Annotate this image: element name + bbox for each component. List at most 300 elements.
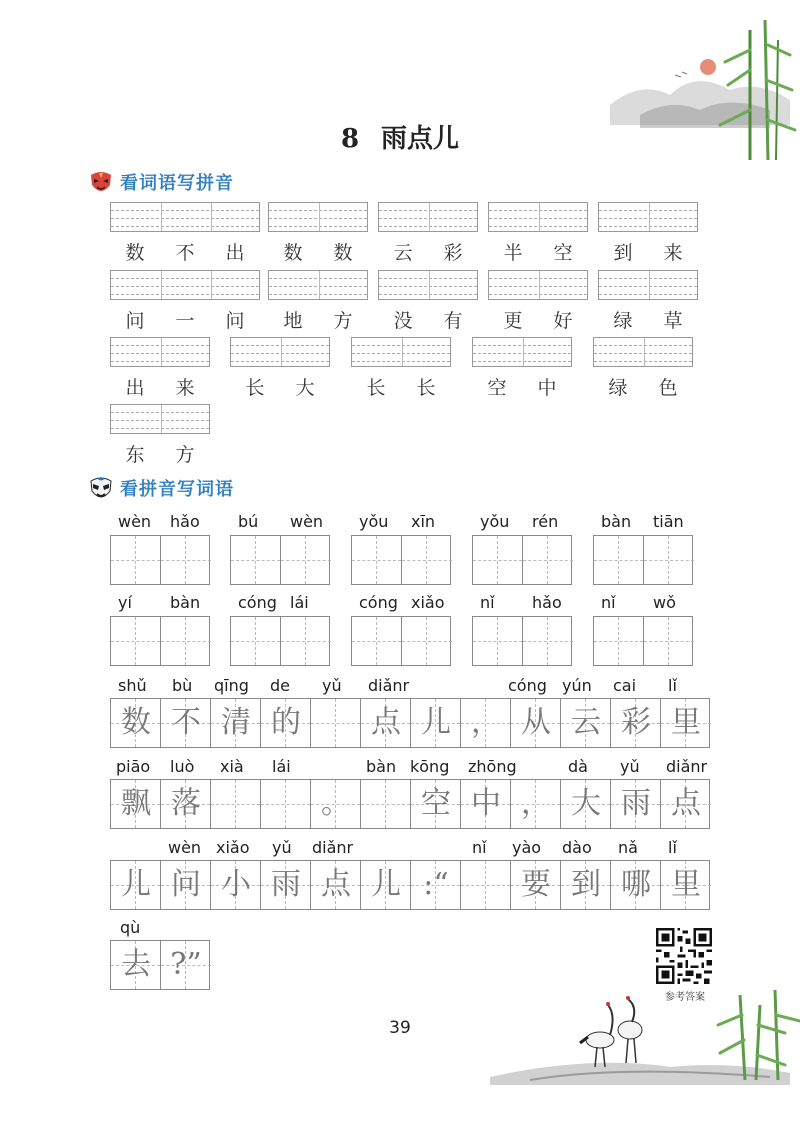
pinyin-guide-line	[269, 278, 367, 279]
hanzi-char: 一	[175, 310, 195, 332]
cell-char: 不	[171, 705, 201, 740]
cell-guide-h	[231, 641, 280, 642]
pinyin-guide-line	[111, 345, 209, 346]
syllable-divider	[523, 338, 524, 366]
tianzige-cell[interactable]	[361, 861, 411, 909]
tianzige-cell[interactable]	[231, 536, 281, 584]
pinyin-guide-line	[599, 278, 697, 279]
hanzi-char: 中	[537, 377, 557, 399]
pinyin-syllable: diǎnr	[666, 757, 708, 776]
tianzige-grid[interactable]	[351, 535, 451, 585]
tianzige-cell[interactable]	[561, 861, 611, 909]
cell-char: 大	[571, 786, 601, 821]
syllable-divider	[161, 203, 162, 231]
hanzi-char: 草	[663, 310, 683, 332]
cell-char: 小	[221, 867, 251, 902]
pinyin-guide-line	[111, 428, 209, 429]
section-label: 看词语写拼音	[120, 173, 234, 194]
tianzige-cell[interactable]	[161, 536, 211, 584]
pinyin-guide-line	[379, 278, 477, 279]
hanzi-char: 方	[333, 310, 353, 332]
cell-char: 点	[321, 867, 351, 902]
syllable-divider	[161, 271, 162, 299]
cell-char	[361, 780, 411, 828]
tianzige-cell[interactable]	[111, 861, 161, 909]
pinyin-guide-line	[111, 210, 259, 211]
hanzi-char: 云	[393, 242, 413, 264]
tianzige-cell[interactable]	[261, 780, 311, 828]
pinyin-guide-line	[269, 218, 367, 219]
tianzige-cell[interactable]	[111, 941, 161, 989]
cell-guide-h	[352, 560, 401, 561]
cell-char: 彩	[621, 705, 651, 740]
hanzi-char: 问	[225, 310, 245, 332]
cell-guide-h	[352, 641, 401, 642]
pinyin-syllable: de	[270, 676, 290, 695]
tianzige-cell[interactable]	[281, 536, 331, 584]
pinyin-syllable: dà	[568, 757, 588, 776]
tianzige-cell[interactable]	[611, 780, 661, 828]
cell-guide-h	[281, 641, 331, 642]
cell-guide-h	[402, 560, 452, 561]
pinyin-syllable: nǎ	[618, 838, 638, 857]
cranes-illustration	[470, 985, 800, 1085]
cell-char	[261, 780, 311, 828]
cell-guide-h	[594, 641, 643, 642]
tianzige-cell[interactable]	[311, 861, 361, 909]
qr-caption: 参考答案	[665, 992, 705, 1003]
pinyin-guide-line	[594, 345, 692, 346]
tianzige-cell[interactable]	[611, 699, 661, 747]
syllable-divider	[319, 203, 320, 231]
tianzige-cell[interactable]	[594, 536, 644, 584]
pinyin-syllable: zhōng	[468, 757, 517, 776]
syllable-divider	[319, 271, 320, 299]
tianzige-cell[interactable]	[161, 861, 211, 909]
pinyin-answer-box[interactable]	[488, 202, 588, 232]
pinyin-syllable: kōng	[410, 757, 450, 776]
cell-guide-h	[161, 641, 211, 642]
pinyin-syllable: yí	[118, 593, 132, 612]
tianzige-cell[interactable]	[281, 617, 331, 665]
lesson-name: 雨点儿	[381, 124, 460, 154]
pinyin-answer-box[interactable]	[598, 202, 698, 232]
tianzige-cell[interactable]	[361, 780, 411, 828]
pinyin-syllable: lái	[272, 757, 291, 776]
pinyin-guide-line	[111, 353, 209, 354]
cell-char: ，	[521, 786, 551, 821]
pinyin-syllable: xīn	[411, 512, 436, 531]
pinyin-guide-line	[473, 345, 571, 346]
pinyin-guide-line	[594, 361, 692, 362]
pinyin-guide-line	[379, 294, 477, 295]
tianzige-cell[interactable]	[111, 617, 161, 665]
tianzige-grid[interactable]	[351, 616, 451, 666]
pinyin-guide-line	[489, 226, 587, 227]
tianzige-grid[interactable]	[230, 535, 330, 585]
tianzige-cell[interactable]	[311, 780, 361, 828]
tianzige-cell[interactable]	[311, 699, 361, 747]
tianzige-grid[interactable]	[110, 940, 210, 990]
pinyin-answer-box[interactable]	[598, 270, 698, 300]
pinyin-guide-line	[111, 294, 259, 295]
pinyin-syllable: wèn	[290, 512, 324, 531]
pinyin-answer-box[interactable]	[378, 270, 478, 300]
pinyin-syllable: cóng	[238, 593, 277, 612]
syllable-divider	[539, 271, 540, 299]
tianzige-cell[interactable]	[661, 699, 711, 747]
page-number: 39	[389, 1018, 411, 1038]
pinyin-syllable: hǎo	[170, 512, 200, 531]
pinyin-syllable: hǎo	[532, 593, 562, 612]
cell-guide-h	[594, 560, 643, 561]
syllable-divider	[281, 338, 282, 366]
lesson-title	[0, 118, 800, 155]
cell-char: 儿	[421, 705, 451, 740]
syllable-divider	[649, 203, 650, 231]
hanzi-char: 有	[443, 310, 463, 332]
pinyin-guide-line	[489, 286, 587, 287]
pinyin-guide-line	[473, 361, 571, 362]
hanzi-char: 没	[393, 310, 413, 332]
pinyin-guide-line	[111, 226, 259, 227]
pinyin-syllable: diǎnr	[312, 838, 354, 857]
hanzi-char: 空	[553, 242, 573, 264]
pinyin-syllable: bú	[238, 512, 259, 531]
hanzi-char: 大	[295, 377, 315, 399]
cell-char	[461, 861, 511, 909]
tianzige-cell[interactable]	[211, 780, 261, 828]
pinyin-guide-line	[111, 218, 259, 219]
pinyin-guide-line	[269, 286, 367, 287]
tianzige-cell[interactable]	[361, 699, 411, 747]
hanzi-char: 来	[175, 377, 195, 399]
cell-char: 问	[171, 867, 201, 902]
cell-char: 中	[471, 786, 501, 821]
pinyin-answer-box[interactable]	[230, 337, 330, 367]
tianzige-cell[interactable]	[261, 861, 311, 909]
syllable-divider	[429, 203, 430, 231]
pinyin-guide-line	[599, 226, 697, 227]
tianzige-grid[interactable]	[472, 535, 572, 585]
pinyin-guide-line	[599, 286, 697, 287]
tianzige-cell[interactable]	[561, 699, 611, 747]
pinyin-guide-line	[352, 345, 450, 346]
opera-mask-black-icon	[88, 475, 114, 501]
syllable-divider	[161, 338, 162, 366]
pinyin-syllable: xià	[220, 757, 244, 776]
cell-guide-h	[402, 641, 452, 642]
tianzige-grid[interactable]	[593, 535, 693, 585]
tianzige-cell[interactable]	[461, 699, 511, 747]
hanzi-char: 数	[283, 242, 303, 264]
cell-char: 从	[521, 705, 551, 740]
pinyin-guide-line	[269, 210, 367, 211]
tianzige-grid[interactable]	[230, 616, 330, 666]
pinyin-answer-box[interactable]	[472, 337, 572, 367]
tianzige-cell[interactable]	[352, 536, 402, 584]
lesson-number: 8	[340, 124, 360, 154]
cell-char: 儿	[121, 867, 151, 902]
hanzi-char: 不	[175, 242, 195, 264]
cell-guide-h	[644, 641, 694, 642]
pinyin-guide-line	[111, 420, 209, 421]
tianzige-grid[interactable]	[110, 616, 210, 666]
pinyin-answer-box[interactable]	[268, 202, 368, 232]
pinyin-answer-box[interactable]	[488, 270, 588, 300]
pinyin-syllable: bàn	[170, 593, 201, 612]
pinyin-guide-line	[379, 226, 477, 227]
cell-guide-h	[111, 560, 160, 561]
cell-char: 儿	[371, 867, 401, 902]
hanzi-char: 问	[125, 310, 145, 332]
tianzige-cell[interactable]	[111, 699, 161, 747]
tianzige-grid[interactable]	[110, 535, 210, 585]
pinyin-syllable: luò	[170, 757, 195, 776]
pinyin-syllable: cóng	[359, 593, 398, 612]
hanzi-char: 到	[613, 242, 633, 264]
pinyin-syllable: wèn	[168, 838, 202, 857]
tianzige-cell[interactable]	[594, 617, 644, 665]
tianzige-cell[interactable]	[511, 861, 561, 909]
syllable-divider	[644, 338, 645, 366]
pinyin-answer-box[interactable]	[378, 202, 478, 232]
syllable-divider	[649, 271, 650, 299]
pinyin-guide-line	[379, 210, 477, 211]
pinyin-answer-box[interactable]	[110, 337, 210, 367]
pinyin-guide-line	[489, 294, 587, 295]
syllable-divider	[539, 203, 540, 231]
pinyin-guide-line	[269, 294, 367, 295]
tianzige-grid[interactable]	[593, 616, 693, 666]
tianzige-cell[interactable]	[473, 617, 523, 665]
hanzi-char: 好	[553, 310, 573, 332]
tianzige-cell[interactable]	[411, 861, 461, 909]
cell-guide-h	[111, 641, 160, 642]
cell-char: 去	[121, 947, 151, 982]
tianzige-cell[interactable]	[511, 699, 561, 747]
pinyin-guide-line	[111, 286, 259, 287]
tianzige-cell[interactable]	[661, 780, 711, 828]
pinyin-guide-line	[379, 218, 477, 219]
pinyin-guide-line	[352, 361, 450, 362]
cell-guide-h	[644, 560, 694, 561]
tianzige-cell[interactable]	[161, 617, 211, 665]
hanzi-char: 半	[503, 242, 523, 264]
cell-char: 数	[121, 705, 151, 740]
tianzige-cell[interactable]	[261, 699, 311, 747]
pinyin-syllable: wǒ	[653, 593, 676, 612]
pinyin-syllable: dào	[562, 838, 592, 857]
pinyin-guide-line	[473, 353, 571, 354]
tianzige-cell[interactable]	[411, 780, 461, 828]
pinyin-syllable: lǐ	[668, 838, 677, 857]
tianzige-cell[interactable]	[161, 699, 211, 747]
tianzige-cell[interactable]	[402, 536, 452, 584]
pinyin-guide-line	[269, 226, 367, 227]
pinyin-syllable: xiǎo	[411, 593, 445, 612]
cell-char: 里	[671, 867, 701, 902]
syllable-divider	[402, 338, 403, 366]
pinyin-syllable: nǐ	[480, 593, 495, 612]
tianzige-cell[interactable]	[231, 617, 281, 665]
syllable-divider	[429, 271, 430, 299]
pinyin-guide-line	[379, 286, 477, 287]
pinyin-guide-line	[352, 353, 450, 354]
hanzi-char: 绿	[613, 310, 633, 332]
cell-char: 哪	[621, 867, 651, 902]
pinyin-syllable: rén	[532, 512, 559, 531]
cell-char: 飘	[121, 786, 151, 821]
pinyin-guide-line	[594, 353, 692, 354]
hanzi-char: 数	[333, 242, 353, 264]
hanzi-char: 来	[663, 242, 683, 264]
pinyin-syllable: bù	[172, 676, 193, 695]
pinyin-guide-line	[599, 210, 697, 211]
hanzi-char: 长	[366, 377, 386, 399]
pinyin-guide-line	[111, 361, 209, 362]
tianzige-cell[interactable]	[473, 536, 523, 584]
hanzi-char: 色	[658, 377, 678, 399]
tianzige-cell[interactable]	[211, 861, 261, 909]
qr-code-icon	[656, 928, 712, 984]
hanzi-char: 方	[175, 444, 195, 466]
pinyin-guide-line	[599, 218, 697, 219]
cell-char: :“	[423, 867, 449, 902]
pinyin-answer-box[interactable]	[593, 337, 693, 367]
hanzi-char: 长	[245, 377, 265, 399]
tianzige-cell[interactable]	[402, 617, 452, 665]
tianzige-cell[interactable]	[644, 536, 694, 584]
syllable-divider	[211, 203, 212, 231]
tianzige-cell[interactable]	[211, 699, 261, 747]
pinyin-guide-line	[489, 278, 587, 279]
pinyin-syllable: piāo	[116, 757, 151, 776]
cell-char: 的	[271, 705, 301, 740]
hanzi-char: 绿	[608, 377, 628, 399]
tianzige-cell[interactable]	[611, 861, 661, 909]
tianzige-grid[interactable]	[110, 860, 710, 910]
cell-char: ?”	[170, 947, 202, 982]
tianzige-grid[interactable]	[472, 616, 572, 666]
pinyin-guide-line	[111, 278, 259, 279]
pinyin-syllable: yào	[512, 838, 542, 857]
pinyin-syllable: wèn	[118, 512, 152, 531]
hanzi-char: 空	[487, 377, 507, 399]
pinyin-syllable: diǎnr	[368, 676, 410, 695]
cell-char: 到	[571, 867, 601, 902]
pinyin-guide-line	[489, 210, 587, 211]
pinyin-syllable: yǒu	[359, 512, 389, 531]
cell-char: 云	[571, 705, 601, 740]
pinyin-syllable: bàn	[601, 512, 632, 531]
tianzige-cell[interactable]	[511, 780, 561, 828]
section-heading-write-words	[88, 474, 234, 502]
hanzi-char: 长	[416, 377, 436, 399]
cell-char: 雨	[621, 786, 651, 821]
pinyin-guide-line	[111, 412, 209, 413]
tianzige-cell[interactable]	[111, 780, 161, 828]
pinyin-guide-line	[231, 353, 329, 354]
cell-char: 点	[671, 786, 701, 821]
tianzige-cell[interactable]	[461, 780, 511, 828]
tianzige-cell[interactable]	[111, 536, 161, 584]
pinyin-syllable: bàn	[366, 757, 397, 776]
hanzi-char: 东	[125, 444, 145, 466]
cell-char: ，	[471, 705, 501, 740]
pinyin-syllable: yún	[562, 676, 592, 695]
pinyin-syllable: cóng	[508, 676, 547, 695]
pinyin-syllable: lái	[290, 593, 309, 612]
cell-char: 。	[321, 786, 351, 821]
pinyin-syllable: nǐ	[601, 593, 616, 612]
cell-guide-h	[523, 641, 573, 642]
pinyin-answer-box[interactable]	[110, 404, 210, 434]
pinyin-syllable: yǔ	[620, 757, 640, 776]
tianzige-cell[interactable]	[644, 617, 694, 665]
cell-guide-h	[473, 641, 522, 642]
pinyin-syllable: lǐ	[668, 676, 677, 695]
tianzige-cell[interactable]	[411, 699, 461, 747]
pinyin-guide-line	[599, 294, 697, 295]
pinyin-answer-box[interactable]	[268, 270, 368, 300]
pinyin-syllable: xiǎo	[216, 838, 250, 857]
hanzi-char: 出	[125, 377, 145, 399]
cell-char: 雨	[271, 867, 301, 902]
cell-char: 里	[671, 705, 701, 740]
tianzige-grid[interactable]	[110, 698, 710, 748]
opera-mask-red-icon	[88, 169, 114, 195]
tianzige-cell[interactable]	[523, 536, 573, 584]
syllable-divider	[161, 405, 162, 433]
cell-char: 落	[171, 786, 201, 821]
tianzige-cell[interactable]	[523, 617, 573, 665]
syllable-divider	[211, 271, 212, 299]
cell-guide-h	[231, 560, 280, 561]
pinyin-syllable: yǔ	[322, 676, 342, 695]
cell-char	[311, 699, 361, 747]
hanzi-char: 出	[225, 242, 245, 264]
tianzige-cell[interactable]	[461, 861, 511, 909]
tianzige-cell[interactable]	[561, 780, 611, 828]
pinyin-answer-box[interactable]	[110, 202, 260, 232]
section-label: 看拼音写词语	[120, 479, 234, 500]
cell-guide-h	[281, 560, 331, 561]
hanzi-char: 更	[503, 310, 523, 332]
tianzige-cell[interactable]	[352, 617, 402, 665]
hanzi-char: 数	[125, 242, 145, 264]
pinyin-guide-line	[489, 218, 587, 219]
tianzige-cell[interactable]	[161, 941, 211, 989]
pinyin-syllable: yǔ	[272, 838, 292, 857]
cell-guide-h	[161, 560, 211, 561]
cell-char: 空	[421, 786, 451, 821]
cell-char: 点	[371, 705, 401, 740]
pinyin-syllable: qīng	[214, 676, 249, 695]
cell-char: 要	[521, 867, 551, 902]
cell-char	[211, 780, 261, 828]
tianzige-cell[interactable]	[161, 780, 211, 828]
tianzige-cell[interactable]	[661, 861, 711, 909]
pinyin-syllable: tiān	[653, 512, 684, 531]
hanzi-char: 地	[283, 310, 303, 332]
pinyin-syllable: yǒu	[480, 512, 510, 531]
cell-guide-h	[473, 560, 522, 561]
pinyin-answer-box[interactable]	[110, 270, 260, 300]
tianzige-grid[interactable]	[110, 779, 710, 829]
pinyin-answer-box[interactable]	[351, 337, 451, 367]
pinyin-guide-line	[231, 361, 329, 362]
